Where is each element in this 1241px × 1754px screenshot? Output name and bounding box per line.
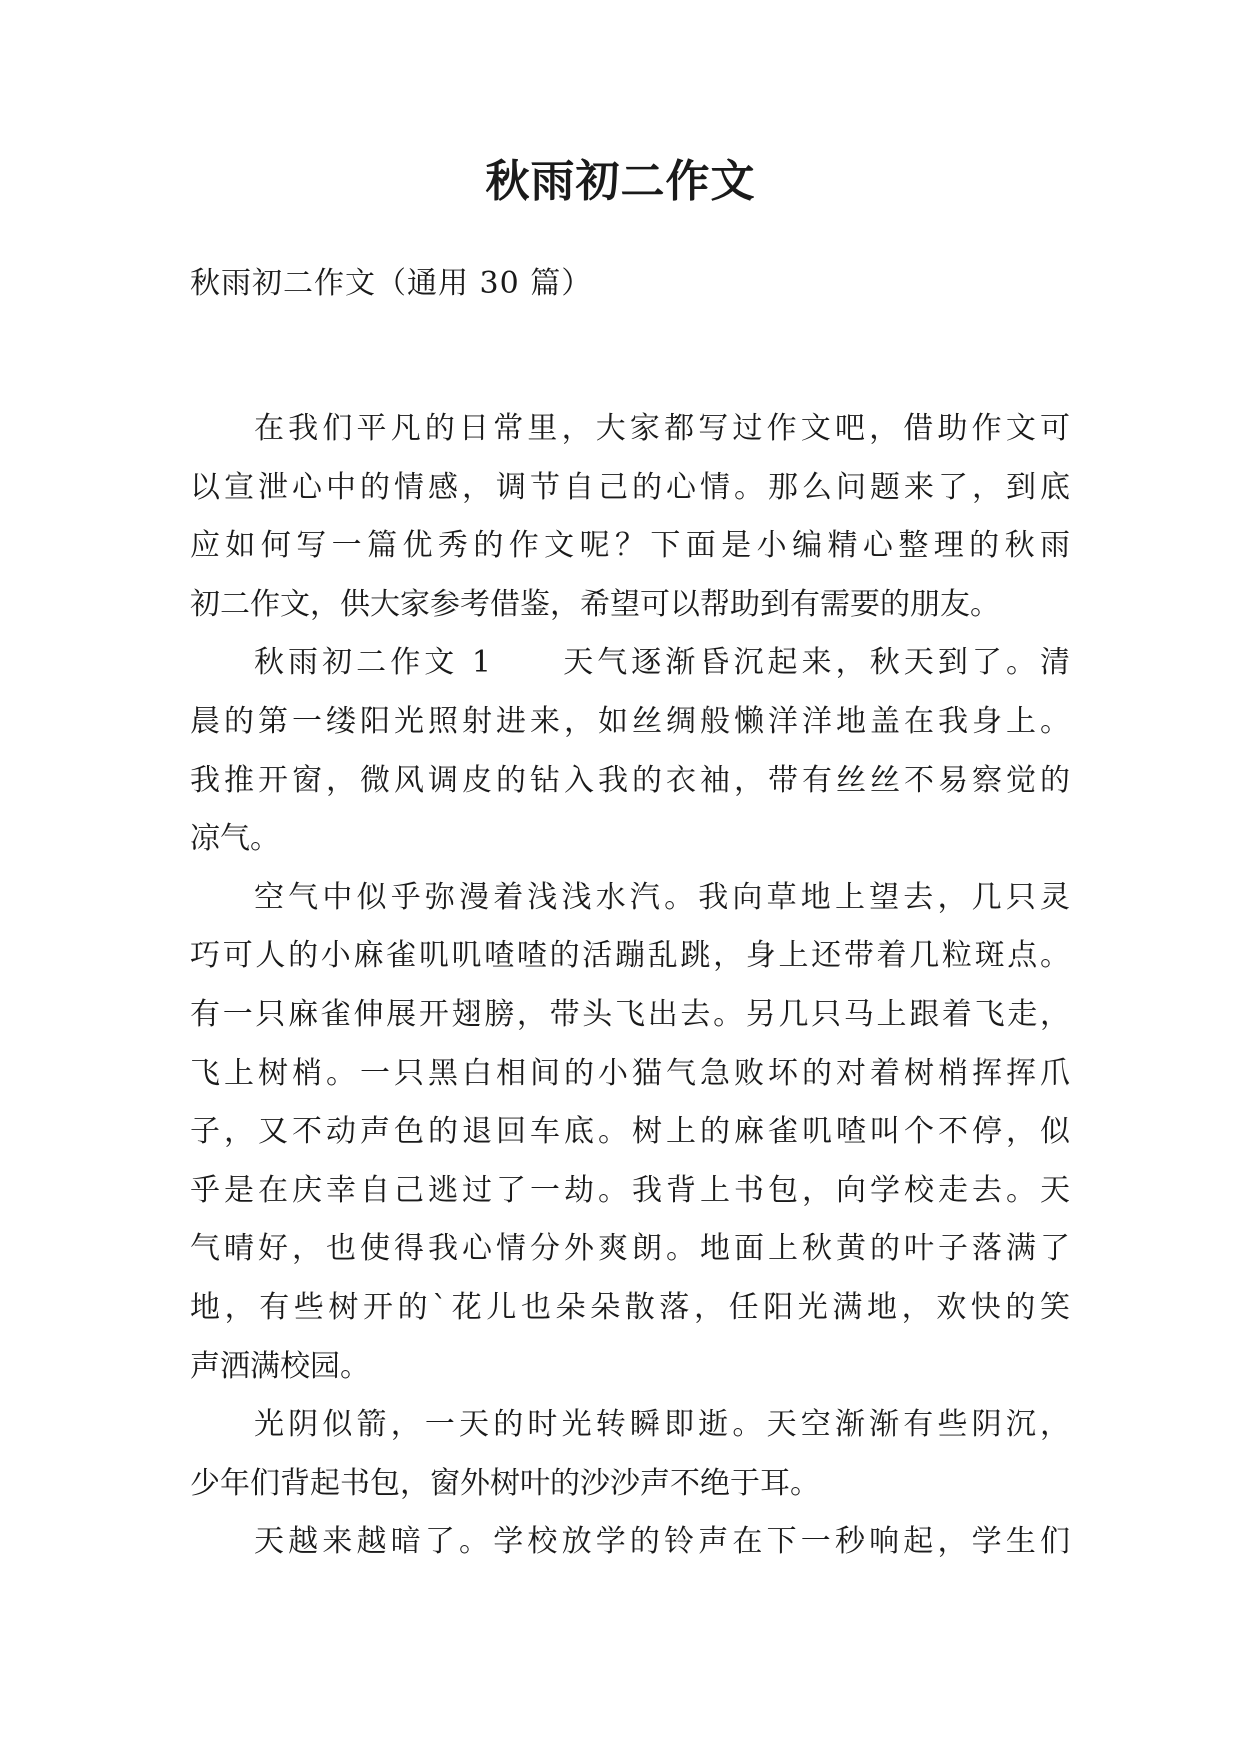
body-text-line: 凉气。 <box>190 821 280 857</box>
body-text-line: 我推开窗，微风调皮的钻入我的衣袖，带有丝丝不易察觉的 <box>190 762 1070 798</box>
body-text-line: 空气中似乎弥漫着浅浅水汽。我向草地上望去，几只灵 <box>254 879 1070 915</box>
body-text-line: 应如何写一篇优秀的作文呢？下面是小编精心整理的秋雨 <box>190 528 1070 564</box>
body-text-line: 在我们平凡的日常里，大家都写过作文吧，借助作文可 <box>254 411 1070 446</box>
body-text-line: 巧可人的小麻雀叽叽喳喳的活蹦乱跳，身上还带着几粒斑点。 <box>190 938 1070 974</box>
body-text-line: 声洒满校园。 <box>190 1348 370 1384</box>
body-text-line: 乎是在庆幸自己逃过了一劫。我背上书包，向学校走去。天 <box>190 1172 1070 1208</box>
document-title: 秋雨初二作文 <box>485 156 756 207</box>
body-text-line: 有一只麻雀伸展开翅膀，带头飞出去。另几只马上跟着飞走， <box>190 996 1070 1032</box>
body-text-line: 光阴似箭，一天的时光转瞬即逝。天空渐渐有些阴沉， <box>254 1407 1070 1443</box>
body-text-line: 子，又不动声色的退回车底。树上的麻雀叽喳叫个不停，似 <box>190 1114 1070 1150</box>
document-body <box>190 400 1070 1572</box>
body-text-line: 少年们背起书包，窗外树叶的沙沙声不绝于耳。 <box>190 1465 820 1501</box>
body-text-line: 秋雨初二作文 1 天气逐渐昏沉起来，秋天到了。清 <box>254 645 1070 681</box>
body-text-line: 晨的第一缕阳光照射进来，如丝绸般懒洋洋地盖在我身上。 <box>190 703 1070 739</box>
body-text-line: 气晴好，也使得我心情分外爽朗。地面上秋黄的叶子落满了 <box>190 1231 1070 1267</box>
body-text-line: 天越来越暗了。学校放学的铃声在下一秒响起，学生们 <box>254 1524 1070 1560</box>
body-text-line: 飞上树梢。一只黑白相间的小猫气急败坏的对着树梢挥挥爪 <box>190 1055 1070 1091</box>
body-text-line: 以宣泄心中的情感，调节自己的心情。那么问题来了，到底 <box>190 469 1070 505</box>
body-text-line: 地，有些树开的`花儿也朵朵散落，任阳光满地，欢快的笑 <box>190 1289 1070 1325</box>
body-text-line: 初二作文，供大家参考借鉴，希望可以帮助到有需要的朋友。 <box>190 586 1000 622</box>
document-subtitle: 秋雨初二作文（通用 30 篇） <box>190 266 593 301</box>
